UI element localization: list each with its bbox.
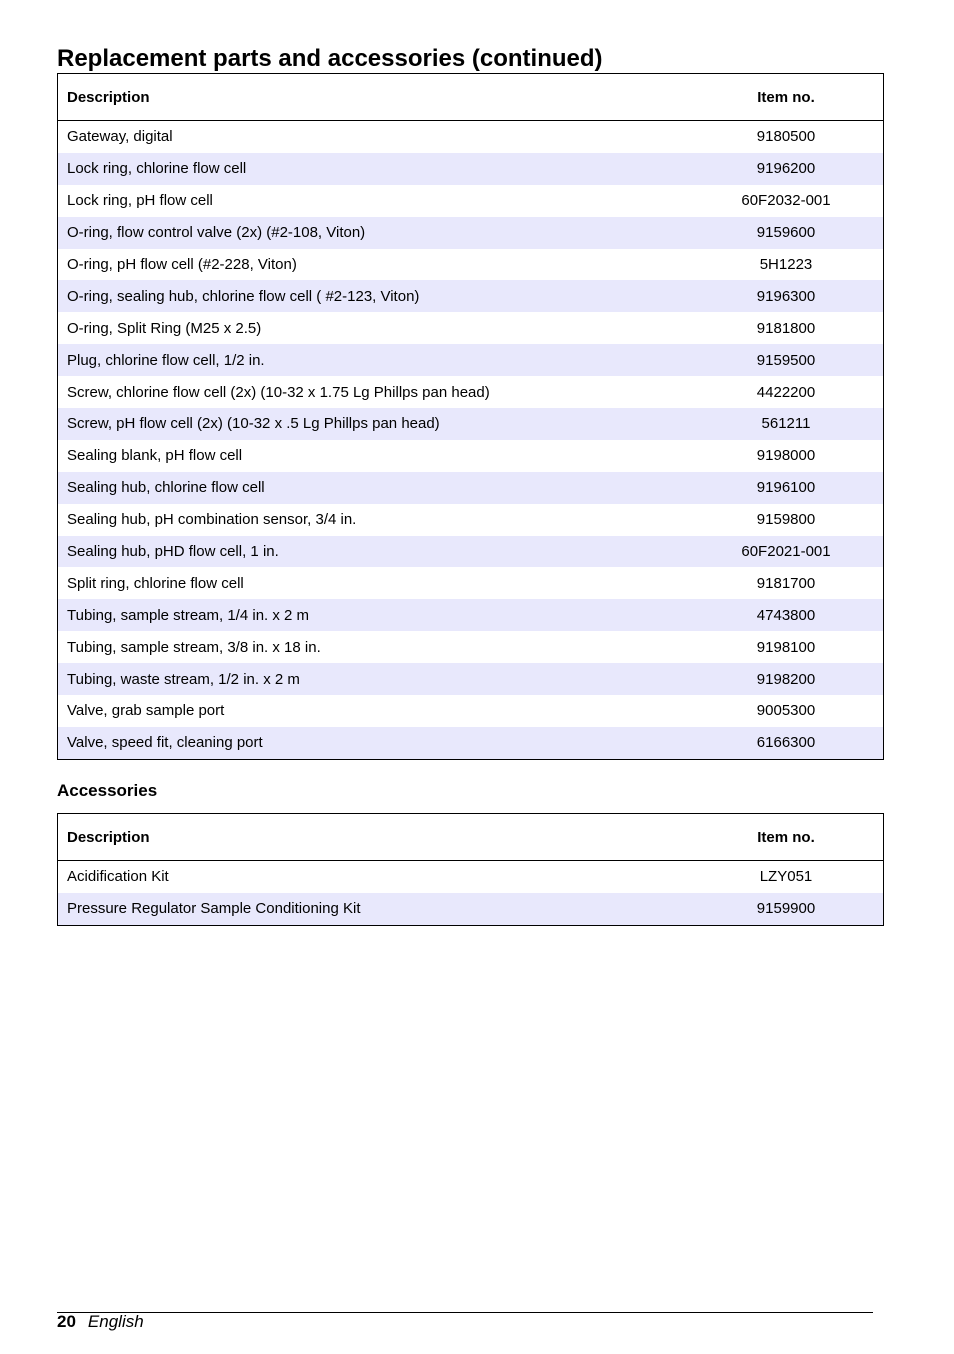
cell-description: Sealing hub, pH combination sensor, 3/4 in. (67, 511, 357, 529)
cell-item-no: 4422200 (756, 383, 816, 401)
table-header-row (58, 814, 884, 861)
cell-item-no: 561211 (689, 408, 884, 440)
table-row (58, 153, 884, 185)
table-row (58, 861, 884, 893)
cell-description: Screw, chlorine flow cell (2x) (10-32 x 1.75 Lg Phillps pan head) (67, 383, 490, 401)
cell-description: Valve, grab sample port (67, 702, 225, 720)
cell-item-no: 9196100 (689, 472, 884, 504)
cell-description: Lock ring, chlorine flow cell (58, 153, 690, 185)
cell-item-no: 9198000 (756, 447, 816, 465)
table-row (58, 893, 884, 925)
cell-item-no: 9159500 (689, 344, 884, 376)
cell-item-no: 9159900 (689, 893, 884, 925)
table-row (58, 408, 884, 440)
cell-item-no: LZY051 (759, 868, 813, 886)
cell-item-no: 9198100 (756, 638, 816, 656)
table-row (58, 312, 884, 344)
cell-description: Gateway, digital (67, 128, 173, 146)
table-row (58, 440, 884, 472)
cell-description: Screw, pH flow cell (2x) (10-32 x .5 Lg Phillps pan head) (58, 408, 690, 440)
cell-description: Tubing, sample stream, 3/8 in. x 18 in. (67, 638, 321, 656)
cell-item-no: 9005300 (756, 702, 816, 720)
table-row (58, 376, 884, 408)
cell-item-no: 9180500 (756, 128, 816, 146)
table-row (58, 504, 884, 536)
table-row (58, 280, 884, 312)
table-row (58, 185, 884, 217)
cell-description: Valve, speed fit, cleaning port (58, 727, 690, 759)
cell-description: Split ring, chlorine flow cell (67, 574, 244, 592)
table-row (58, 567, 884, 599)
cell-item-no: 60F2021-001 (689, 536, 884, 568)
page-title: Replacement parts and accessories (continued) (57, 45, 603, 72)
table-row (58, 472, 884, 504)
table-row (58, 663, 884, 695)
footer-divider (57, 1312, 873, 1313)
cell-item-no: 9196200 (689, 153, 884, 185)
cell-description: Plug, chlorine flow cell, 1/2 in. (58, 344, 690, 376)
cell-description: Tubing, waste stream, 1/2 in. x 2 m (58, 663, 690, 695)
table-row (58, 536, 884, 568)
cell-item-no: 9159800 (756, 511, 816, 529)
cell-description: O-ring, Split Ring (M25 x 2.5) (67, 319, 262, 337)
table-row (58, 121, 884, 153)
cell-item-no: 9196300 (689, 280, 884, 312)
page-footer (57, 1312, 144, 1332)
footer-language: English (87, 1312, 144, 1331)
table-row (58, 249, 884, 281)
cell-description: Sealing hub, chlorine flow cell (58, 472, 690, 504)
column-header-description: Description (58, 74, 690, 121)
page-number: 20 (57, 1312, 76, 1331)
column-header-item-no: Item no. (689, 814, 884, 861)
cell-description: O-ring, flow control valve (2x) (#2-108, Viton) (58, 217, 690, 249)
cell-item-no: 60F2032-001 (741, 192, 831, 210)
table-header-row (58, 74, 884, 121)
cell-item-no: 4743800 (689, 599, 884, 631)
accessories-table (57, 813, 884, 926)
cell-item-no: 9198200 (689, 663, 884, 695)
cell-description: Lock ring, pH flow cell (67, 192, 213, 210)
cell-item-no: 9181800 (756, 319, 816, 337)
table-row (58, 344, 884, 376)
cell-description: O-ring, pH flow cell (#2-228, Viton) (67, 256, 297, 273)
cell-description: Sealing blank, pH flow cell (67, 447, 243, 465)
replacement-parts-table (57, 73, 884, 760)
cell-description: Tubing, sample stream, 1/4 in. x 2 m (58, 599, 690, 631)
section-heading-accessories: Accessories (57, 781, 158, 800)
table-row (58, 217, 884, 249)
table-row (58, 631, 884, 663)
cell-item-no: 6166300 (689, 727, 884, 759)
table-row (58, 695, 884, 727)
cell-description: Sealing hub, pHD flow cell, 1 in. (58, 536, 690, 568)
cell-item-no: 5H1223 (759, 256, 813, 273)
table-row (58, 599, 884, 631)
column-header-item-no: Item no. (689, 74, 884, 121)
cell-item-no: 9181700 (756, 574, 816, 592)
table-row (58, 727, 884, 759)
cell-description: Pressure Regulator Sample Conditioning Kit (58, 893, 690, 925)
cell-description: Acidification Kit (67, 868, 169, 886)
column-header-description: Description (58, 814, 690, 861)
cell-description: O-ring, sealing hub, chlorine flow cell ( #2-123, Viton) (58, 280, 690, 312)
cell-item-no: 9159600 (689, 217, 884, 249)
